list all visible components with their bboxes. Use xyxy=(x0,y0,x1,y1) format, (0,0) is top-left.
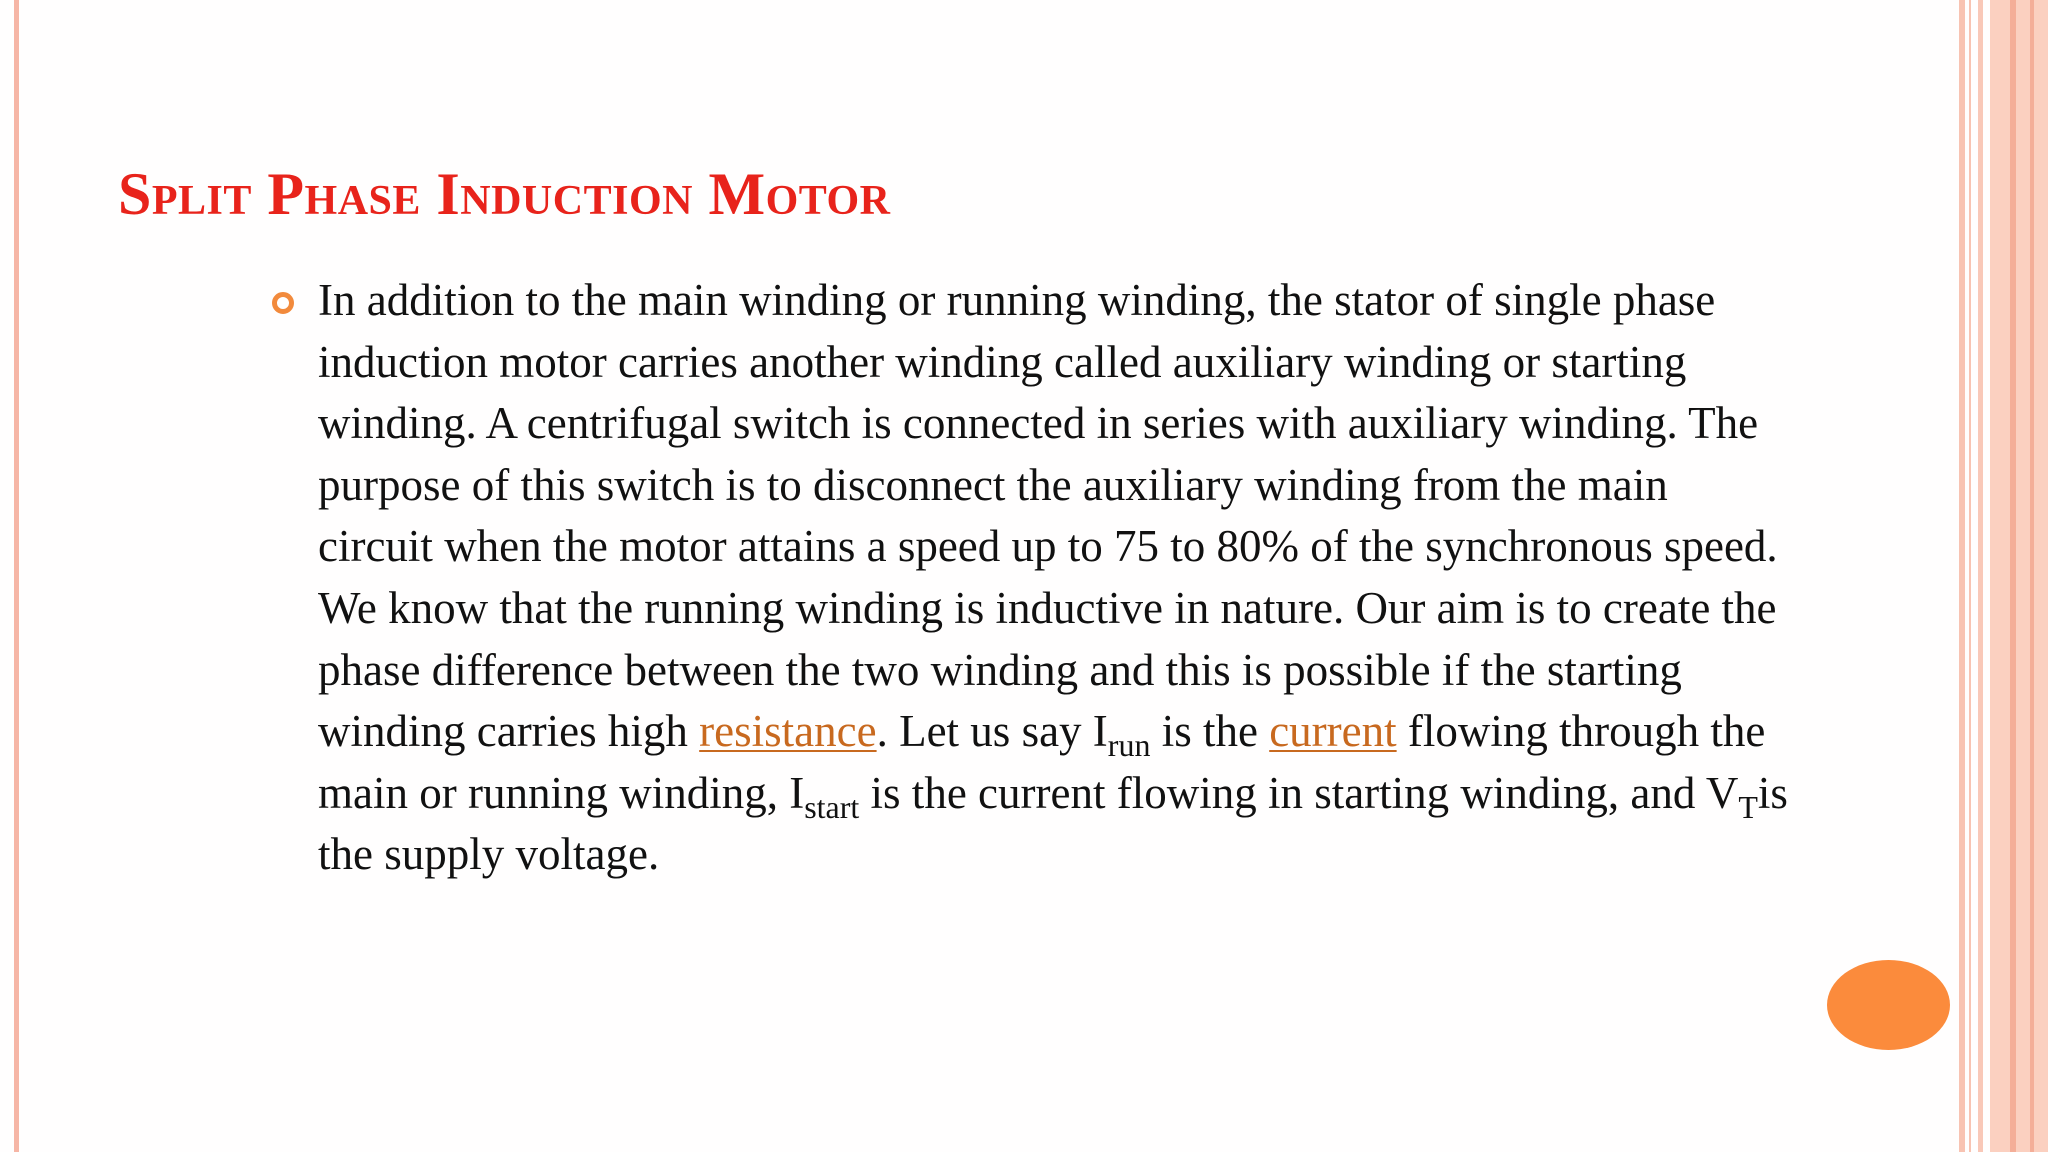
paragraph-text: flowing through the main or running winding, I xyxy=(318,706,1766,818)
right-border-band xyxy=(1990,0,2048,1152)
subscript-t: T xyxy=(1738,788,1758,825)
paragraph-text: In addition to the main winding or running winding, the stator of single phase induction motor carries another winding called auxiliary winding or starting winding. A centrifugal switch is connected in series with auxiliary winding. The purpose of this switch is to disconnect the auxiliary winding from the main circuit when the motor attains a speed up to 75 to 80% of the synchronous speed. We know that the running winding is inductive in nature. Our aim is to create the phase difference between the two winding and this is possible if the starting winding carries high xyxy=(318,275,1778,757)
bullet-paragraph xyxy=(318,270,1788,886)
paragraph-text: . Let us say I xyxy=(876,706,1108,757)
right-border-stripe xyxy=(1978,0,1983,1152)
left-border-line xyxy=(14,0,19,1152)
paragraph-text: is the supply voltage. xyxy=(318,767,1788,880)
current-link[interactable]: current xyxy=(1269,706,1397,757)
right-border-stripe xyxy=(2010,0,2016,1152)
right-border-stripe xyxy=(1969,0,1971,1152)
right-border-stripe xyxy=(2030,0,2034,1152)
paragraph-text: is the xyxy=(1150,706,1270,757)
slide-title: Split Phase Induction Motor xyxy=(118,161,891,227)
orange-accent-dot xyxy=(1827,960,1950,1050)
resistance-link[interactable]: resistance xyxy=(699,706,877,757)
subscript-run: run xyxy=(1107,727,1151,764)
hollow-circle-bullet-icon xyxy=(272,292,294,314)
bullet-item xyxy=(268,270,1788,886)
right-border-stripe xyxy=(1959,0,1965,1152)
subscript-start: start xyxy=(804,788,860,825)
paragraph-text: is the current flowing in starting winding, and V xyxy=(859,767,1739,818)
